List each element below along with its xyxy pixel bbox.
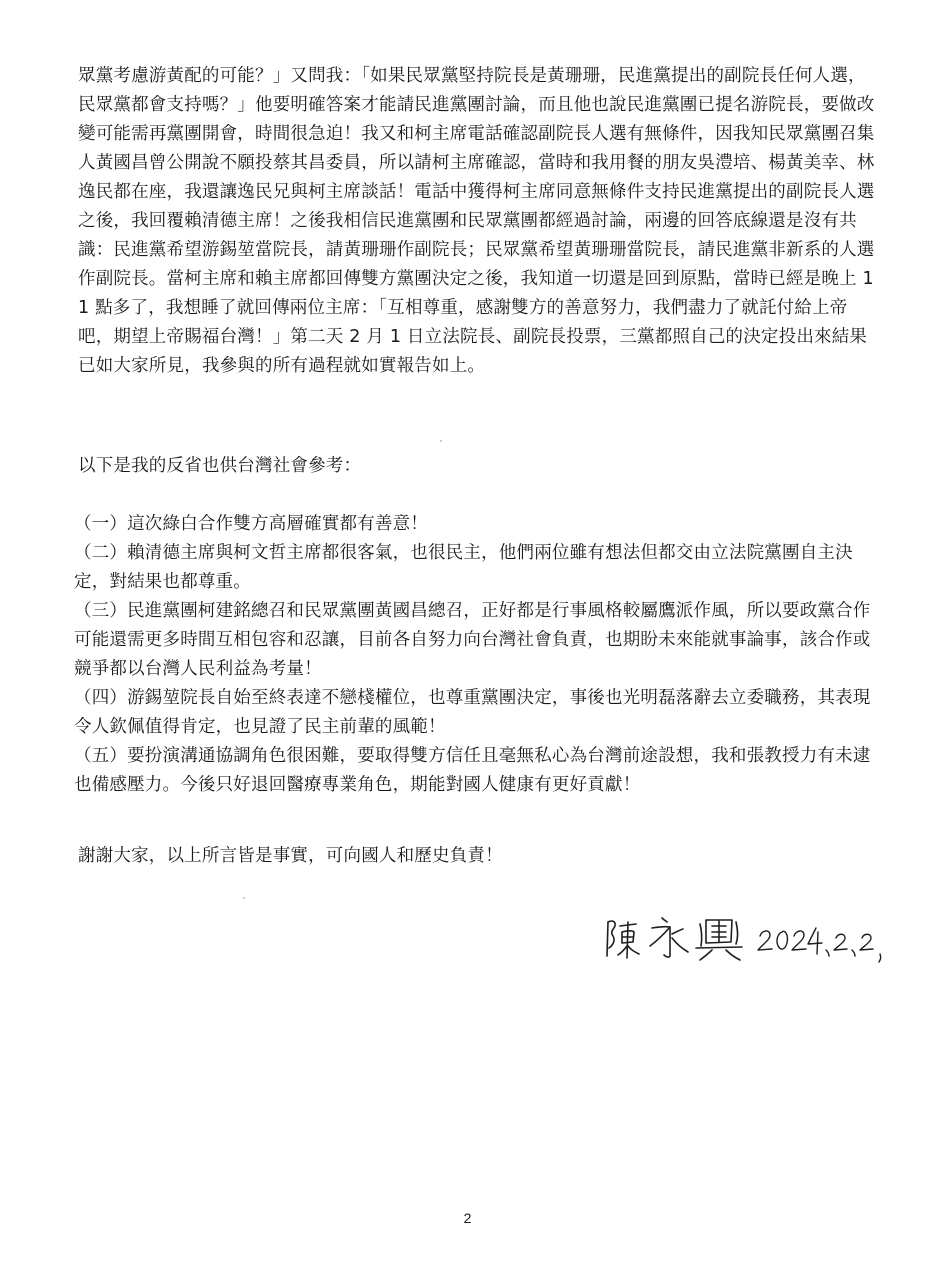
scan-speck — [243, 897, 245, 899]
closing-statement: 謝謝大家，以上所言皆是事實，可向國人和歷史負責！ — [78, 846, 503, 866]
signature-drawing — [600, 912, 900, 972]
reflection-item-3: （三）民進黨團柯建銘總召和民眾黨團黃國昌總召，正好都是行事風格較屬鷹派作風，所以要政黨合作可能還需更多時間互相包容和忍讓，目前各自努力向台灣社會負責，也期盼未來能就事論事，該合作或競爭都以台灣人民利益為考量！ — [74, 601, 871, 679]
reflection-item-1: （一）這次綠白合作雙方高層確實都有善意！ — [74, 514, 428, 534]
reflection-item-4: （四）游錫堃院長自始至終表達不戀棧權位，也尊重黨團決定，事後也光明磊落辭去立委職務，其表現令人欽佩值得肯定，也見證了民主前輩的風範！ — [74, 688, 871, 737]
handwritten-signature — [600, 912, 900, 972]
reflection-list — [74, 510, 884, 800]
reflection-item-5: （五）要扮演溝通協調角色很困難，要取得雙方信任且毫無私心為台灣前途設想，我和張教授力有未逮也備感壓力。今後只好退回醫療專業角色，期能對國人健康有更好貢獻！ — [74, 746, 871, 795]
page-number: 2 — [463, 1210, 472, 1226]
reflection-item-2: （二）賴清德主席與柯文哲主席都很客氣，也很民主，他們兩位雖有想法但都交由立法院黨團自主決定，對結果也都尊重。 — [74, 543, 853, 592]
scan-speck — [440, 440, 442, 442]
reflection-intro: 以下是我的反省也供台灣社會參考： — [78, 456, 362, 476]
main-paragraph: 眾黨考慮游黃配的可能？」又問我：「如果民眾黨堅持院長是黃珊珊，民進黨提出的副院長任何人選，民眾黨都會支持嗎？」他要明確答案才能請民進黨團討論，而且他也說民進黨團已提名游院長，要做改變可能需再黨團開會，時間很急迫！我又和柯主席電話確認副院長人選有無條件，因我知民眾黨團召集人黃國昌曾公開說不願投蔡其昌委員，所以請柯主席確認，當時和我用餐的朋友吳澧培、楊黃美幸、林逸民都在座，我還讓逸民兄與柯主席談話！電話中獲得柯主席同意無條件支持民進黨提出的副院長人選之後，我回覆賴清德主席！之後我相信民進黨團和民眾黨團都經過討論，兩邊的回答底線還是沒有共識：民進黨希望游錫堃當院長，請黃珊珊作副院長；民眾黨希望黃珊珊當院長，請民進黨非新系的人選作副院長。當柯主席和賴主席都回傳雙方黨團決定之後，我知道一切還是回到原點，當時已經是晚上 11 點多了，我想睡了就回傳兩位主席：「互相尊重，感謝雙方的善意努力，我們盡力了就託付給上帝吧，期望上帝賜福台灣！」第二天 2 月 1 日立法院長、副院長投票，三黨都照自己的決定投出來結果已如大家所見，我參與的所有過程就如實報告如上。 — [78, 66, 875, 376]
